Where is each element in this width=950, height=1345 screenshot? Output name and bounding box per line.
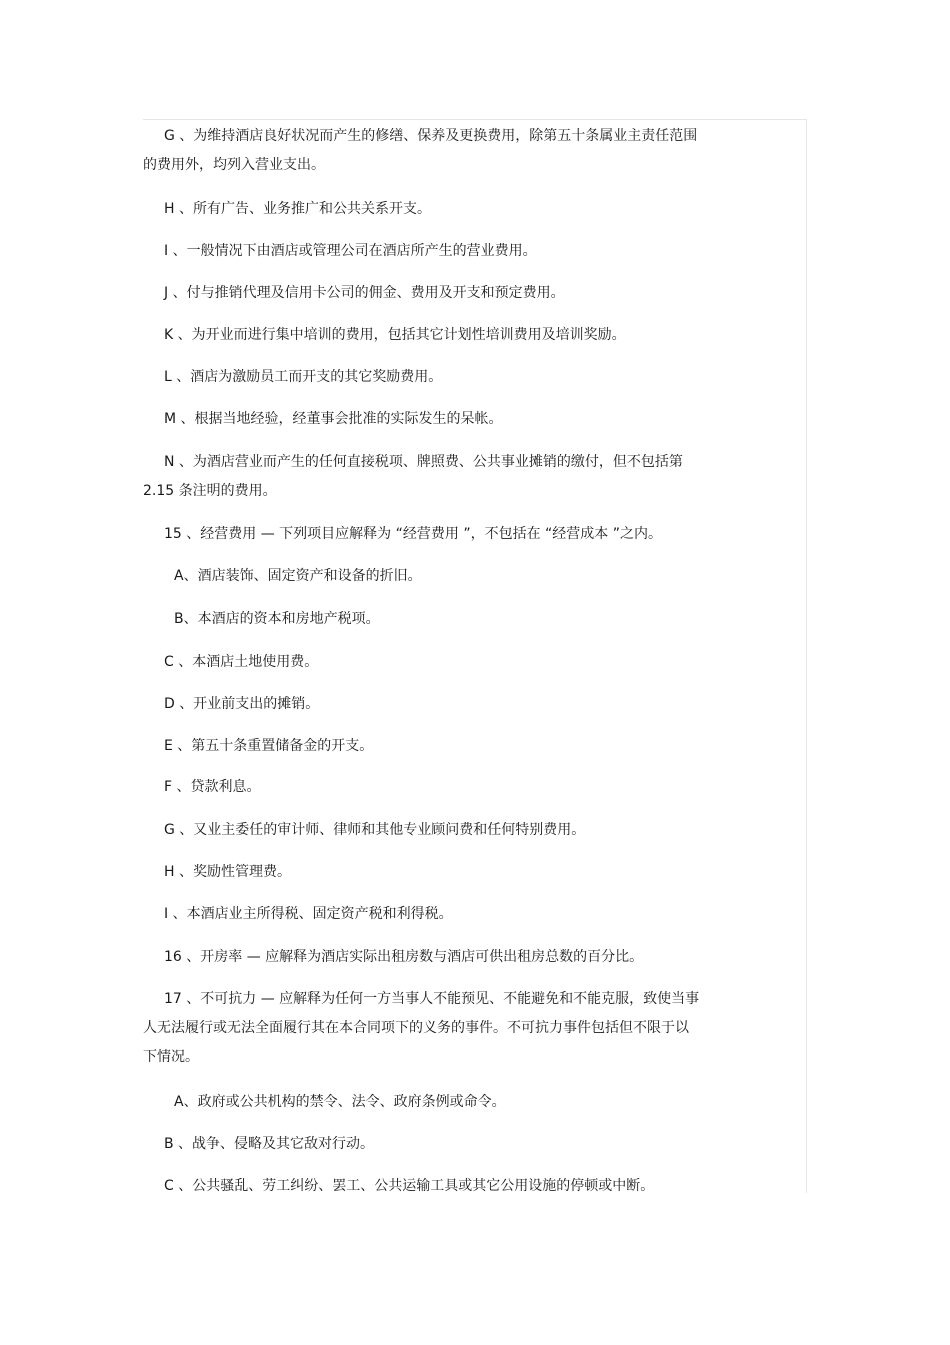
item-b-capital-tax [143, 605, 784, 634]
item-g-maintenance-cont [143, 151, 753, 180]
text-line: E 、第五十条重置储备金的开支。 [164, 738, 374, 754]
item-a-government-orders [143, 1088, 784, 1117]
text-line: H 、所有广告、业务推广和公共关系开支。 [164, 201, 431, 217]
text-line: 15 、经营费用 — 下列项目应解释为 “经营费用 ”，不包括在 “经营成本 ”之内。 [164, 526, 662, 542]
item-n-taxes-cont [143, 477, 753, 506]
text-line: I 、一般情况下由酒店或管理公司在酒店所产生的营业费用。 [164, 243, 537, 259]
item-h-advertising [143, 195, 774, 224]
item-c-public-disorder [143, 1172, 774, 1201]
text-line: A、政府或公共机构的禁令、法令、政府条例或命令。 [174, 1094, 506, 1110]
text-line: G 、又业主委任的审计师、律师和其他专业顾问费和任何特别费用。 [164, 822, 586, 838]
item-e-reserve [143, 732, 774, 761]
text-line: L 、酒店为激励员工而开支的其它奖励费用。 [164, 369, 443, 385]
item-f-interest [143, 773, 774, 802]
text-line: I 、本酒店业主所得税、固定资产税和利得税。 [164, 906, 453, 922]
clause-16-occupancy [143, 943, 774, 972]
text-line: 16 、开房率 — 应解释为酒店实际出租房数与酒店可供出租房总数的百分比。 [164, 949, 644, 965]
text-line: 2.15 条注明的费用。 [143, 483, 277, 499]
item-l-incentives [143, 363, 774, 392]
clause-17-force-majeure [143, 985, 774, 1014]
item-c-land-use [143, 648, 774, 677]
text-line: C 、公共骚乱、劳工纠纷、罢工、公共运输工具或其它公用设施的停顿或中断。 [164, 1178, 655, 1194]
text-line: A、酒店装饰、固定资产和设备的折旧。 [174, 568, 422, 584]
item-b-war [143, 1130, 774, 1159]
text-line: C 、本酒店土地使用费。 [164, 654, 319, 670]
item-g-auditors [143, 816, 774, 845]
text-line: M 、根据当地经验，经董事会批准的实际发生的呆帐。 [164, 411, 503, 427]
item-i-income-tax [143, 900, 774, 929]
item-i-operating-expenses [143, 237, 774, 266]
text-line: G 、为维持酒店良好状况而产生的修缮、保养及更换费用，除第五十条属业主责任范围 [164, 128, 698, 144]
text-line: F 、贷款利息。 [164, 779, 261, 795]
clause-17-cont-1 [143, 1014, 753, 1043]
item-m-bad-debts [143, 405, 774, 434]
text-line: 下情况。 [143, 1049, 199, 1065]
text-line: 17 、不可抗力 — 应解释为任何一方当事人不能预见、不能避免和不能克服，致使当事 [164, 991, 700, 1007]
item-h-incentive-fee [143, 858, 774, 887]
clause-17-cont-2 [143, 1043, 753, 1072]
item-k-training [143, 321, 774, 350]
text-line: N 、为酒店营业而产生的任何直接税项、牌照费、公共事业摊销的缴付，但不包括第 [164, 454, 683, 470]
item-d-preopening [143, 690, 774, 719]
text-line: H 、奖励性管理费。 [164, 864, 291, 880]
text-line: J 、付与推销代理及信用卡公司的佣金、费用及开支和预定费用。 [164, 285, 565, 301]
text-line: B、本酒店的资本和房地产税项。 [174, 611, 380, 627]
text-line: D 、开业前支出的摊销。 [164, 696, 320, 712]
text-line: K 、为开业而进行集中培训的费用，包括其它计划性培训费用及培训奖励。 [164, 327, 626, 343]
item-a-depreciation [143, 562, 784, 591]
item-g-maintenance [143, 122, 774, 151]
text-line: 人无法履行或无法全面履行其在本合同项下的义务的事件。不可抗力事件包括但不限于以 [143, 1020, 689, 1036]
clause-15-heading [143, 520, 774, 549]
text-line: B 、战争、侵略及其它敌对行动。 [164, 1136, 375, 1152]
item-n-taxes [143, 448, 774, 477]
text-line: 的费用外，均列入营业支出。 [143, 157, 325, 173]
item-j-commissions [143, 279, 774, 308]
